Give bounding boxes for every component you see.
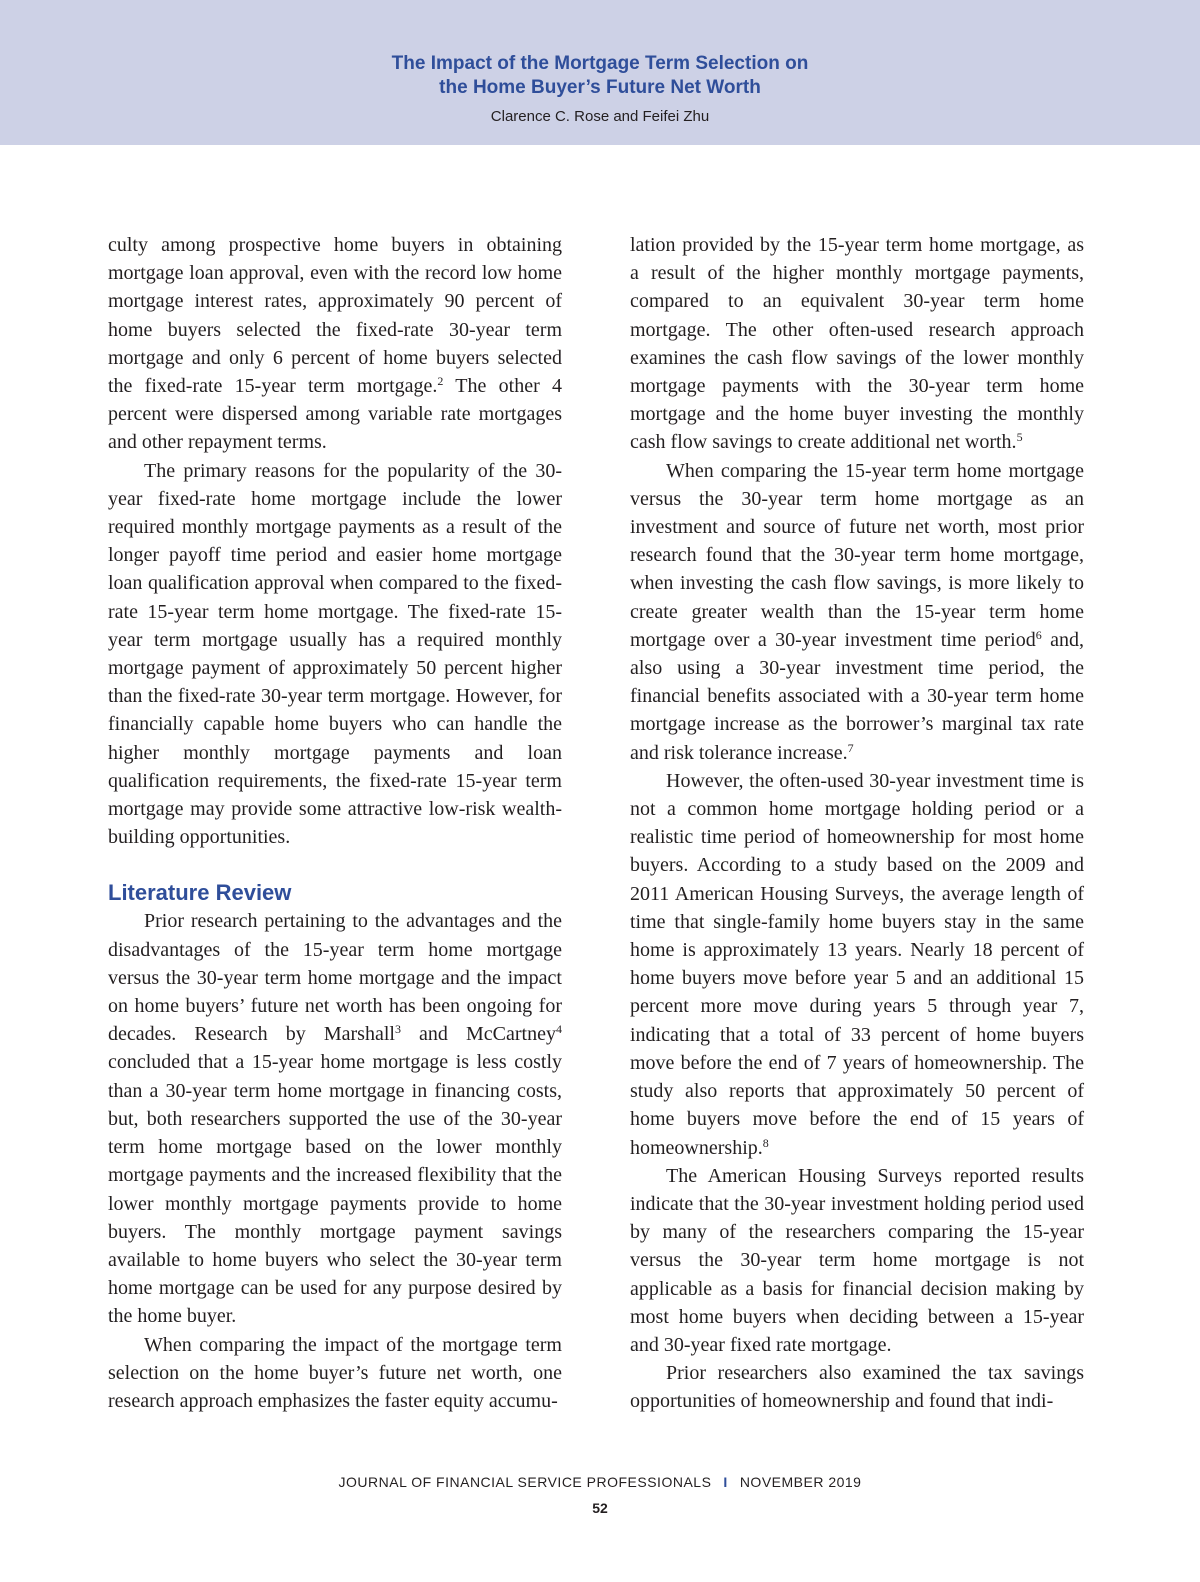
- paragraph: Prior research pertaining to the advantages and the disadvantages of the 15-year term home mortgage versus the 30-year term home mortgage and the impact on home buyers’ future net worth has been ongoing for decades. Research by Marshall$^3$ and McCartney$^4$ concluded that a 15-year home mortgage is less costly than a 30-year term home mortgage in financing costs, but, both researchers supported the use of the 30-year term home mortgage based on the lower monthly mortgage payments and the increased flexibility that the lower monthly mortgage payments provide to home buyers. The monthly mortgage payment savings available to home buyers who select the 30-year term home mortgage can be used for any purpose desired by the home buyer.: [108, 910, 562, 1328]
- article-title-line-1: The Impact of the Mortgage Term Selection on: [391, 53, 809, 74]
- footnote-ref: 5: [1016, 430, 1023, 445]
- left-column: [108, 231, 562, 1415]
- issue-date: NOVEMBER 2019: [739, 1474, 862, 1490]
- paragraph: When comparing the 15-year term home mortgage versus the 30-year term home mortgage as an investment and source of future net worth, most prior research found that the 30-year term home mortgage, when investing the cash flow savings, is more likely to create greater wealth than the 15-year term home mortgage over a 30-year investment time period$^6$ and, also using a 30-year investment time period, the financial benefits associated with a 30-year term home mortgage increase as the borrower’s marginal tax rate and risk tolerance increase.$^7$: [630, 459, 1084, 764]
- article-title-line-2: the Home Buyer’s Future Net Worth: [439, 77, 761, 98]
- section-heading-literature-review: Literature Review: [108, 880, 292, 906]
- footer-separator: I: [723, 1474, 728, 1490]
- footnote-ref: 6: [1035, 627, 1042, 642]
- article-title: [0, 52, 1200, 100]
- paragraph: However, the often-used 30-year investment time is not a common home mortgage holding period or a realistic time period of homeownership for most home buyers. According to a study based on the 2009 and 2011 American Housing Surveys, the average length of time that single-family home buyers stay in the same home is approximately 13 years. Nearly 18 percent of home buyers move before year 5 and an additional 15 percent more move during years 5 through year 7, indicating that a total of 33 percent of home buyers move before the end of 7 years of homeownership. The study also reports that approximately 50 percent of home buyers move before the end of 15 years of homeownership.$^8$: [630, 769, 1084, 1159]
- footnote-ref: 4: [555, 1022, 562, 1037]
- journal-name: JOURNAL OF FINANCIAL SERVICE PROFESSIONALS: [338, 1474, 712, 1490]
- footnote-ref: 7: [847, 740, 854, 755]
- paragraph: Prior researchers also examined the tax savings opportunities of homeownership and found that indi-: [630, 1362, 1084, 1413]
- paragraph: lation provided by the 15-year term home mortgage, as a result of the higher monthly mortgage payments, compared to an equivalent 30-year term home mortgage. The other often-used research approach examines the cash flow savings of the lower monthly mortgage payments with the 30-year term home mortgage and the home buyer investing the monthly cash flow savings to create additional net worth.$^5$: [630, 234, 1084, 454]
- footnote-ref: 8: [762, 1135, 769, 1150]
- paragraph: culty among prospective home buyers in obtaining mortgage loan approval, even with the record low home mortgage interest rates, approximately 90 percent of home buyers selected the fixed-rate 30-year term mortgage and only 6 percent of home buyers selected the fixed-rate 15-year term mortgage.$^2$ The other 4 percent were dispersed among variable rate mortgages and other repayment terms.: [108, 234, 562, 454]
- page-number: 52: [592, 1500, 608, 1516]
- footnote-ref: 3: [394, 1022, 401, 1037]
- paragraph: The American Housing Surveys reported results indicate that the 30-year investment holding period used by many of the researchers comparing the 15-year versus the 30-year term home mortgage is not applicable as a basis for financial decision making by most home buyers when deciding between a 15-year and 30-year fixed rate mortgage.: [630, 1164, 1084, 1356]
- article-header-band: [0, 0, 1200, 145]
- page-footer: [0, 1474, 1200, 1490]
- article-authors: Clarence C. Rose and Feifei Zhu: [490, 108, 710, 125]
- footnote-ref: 2: [437, 374, 444, 389]
- right-column: [630, 231, 1084, 1416]
- paragraph: When comparing the impact of the mortgage term selection on the home buyer’s future net worth, one research approach emphasizes the faster equity accumu-: [108, 1333, 562, 1412]
- paragraph: The primary reasons for the popularity of the 30-year fixed-rate home mortgage include the lower required monthly mortgage payments as a result of the longer payoff time period and easier home mortgage loan qualification approval when compared to the fixed-rate 15-year term home mortgage. The fixed-rate 15-year term mortgage usually has a required monthly mortgage payment of approximately 50 percent higher than the fixed-rate 30-year term mortgage. However, for financially capable home buyers who can handle the higher monthly mortgage payments and loan qualification requirements, the fixed-rate 15-year term mortgage may provide some attractive low-risk wealth-building opportunities.: [108, 459, 562, 849]
